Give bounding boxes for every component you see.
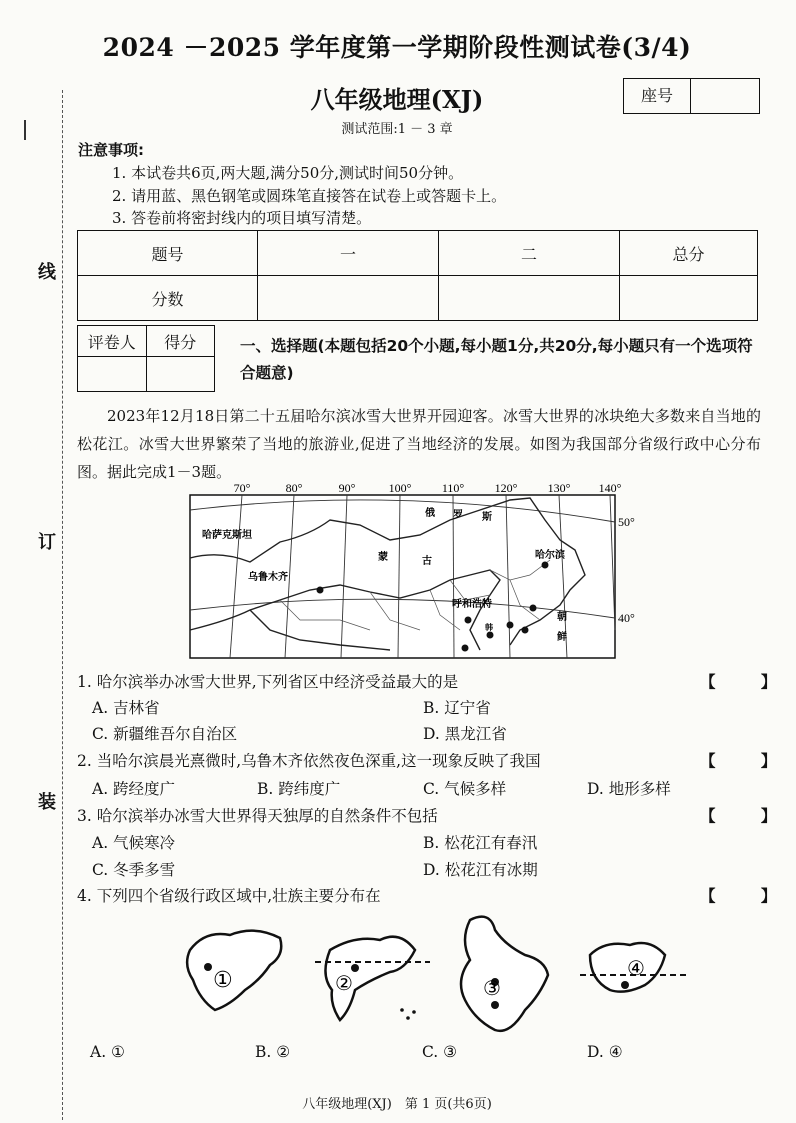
seat-input[interactable] [691, 79, 759, 113]
section-heading: 一、选择题(本题包括20个小题,每小题1分,共20分,每小题只有一个选项符合题意) [240, 337, 753, 382]
notes-heading: 注意事项: [78, 141, 144, 159]
q3-option-c[interactable]: C. 冬季多雪 [92, 861, 176, 879]
lon-label: 110° [441, 481, 465, 495]
note-item: 1. 本试卷共6页,两大题,满分50分,测试时间50分钟。 [112, 164, 464, 182]
q2-option-d[interactable]: D. 地形多样 [587, 780, 671, 798]
intro-passage: 2023年12月18日第二十五届哈尔滨冰雪大世界开园迎客。冰雪大世界的冰块绝大多数来自当地的松花江。冰雪大世界繁荣了当地的旅游业,促进了当地经济的发展。如图为我国部分省级行政中心分布图。据此完成1－3题。 [77, 407, 761, 481]
q4-option-c[interactable]: C. ③ [422, 1043, 458, 1061]
lon-label: 120° [494, 481, 518, 495]
exam-title: 2024 －2025 学年度第一学期阶段性测试卷(3/4) [102, 33, 692, 62]
place-label: 鲜 [557, 632, 567, 643]
question-4-stem: 4. 下列四个省级行政区域中,壮族主要分布在 [77, 887, 381, 905]
score-cell-part1: 一 [258, 231, 439, 276]
points-input[interactable] [146, 357, 215, 392]
place-label: 呼和浩特 [452, 599, 492, 610]
answer-bracket-1[interactable]: 【 】 [700, 672, 796, 691]
question-3-stem: 3. 哈尔滨举办冰雪大世界得天独厚的自然条件不包括 [77, 807, 438, 825]
binding-char-xian: 线 [38, 262, 56, 283]
score-input-total[interactable] [620, 276, 758, 321]
q1-option-a[interactable]: A. 吉林省 [92, 699, 160, 717]
lat-label: 50° [618, 515, 635, 529]
score-cell-label: 题号 [78, 231, 258, 276]
q3-option-b[interactable]: B. 松花江有春汛 [423, 834, 538, 852]
shape-mark: ① [213, 968, 233, 993]
city-dot [462, 645, 469, 652]
place-label: 哈尔滨 [535, 550, 565, 561]
place-label: 古 [422, 556, 432, 567]
map-svg [190, 480, 635, 660]
score-cell-total: 总分 [620, 231, 758, 276]
test-range: 测试范围:1 － 3 章 [341, 122, 453, 137]
place-label: 朝 [557, 612, 567, 623]
city-dot [487, 632, 494, 639]
question-1-stem: 1. 哈尔滨举办冰雪大世界,下列省区中经济受益最大的是 [77, 673, 459, 691]
q4-option-a[interactable]: A. ① [90, 1043, 125, 1061]
lon-label: 80° [285, 481, 303, 495]
place-label: 斯 [482, 512, 492, 523]
score-row-label: 分数 [78, 276, 258, 321]
q1-option-c[interactable]: C. 新疆维吾尔自治区 [92, 725, 238, 743]
grader-table [77, 325, 215, 392]
lon-label: 70° [233, 481, 251, 495]
city-dot [465, 617, 472, 624]
score-table-header-row [78, 231, 758, 276]
q1-option-d[interactable]: D. 黑龙江省 [423, 725, 507, 743]
answer-bracket-3[interactable]: 【 】 [700, 806, 796, 825]
province-shape-4 [575, 910, 695, 1040]
city-dot [317, 587, 324, 594]
note-item: 2. 请用蓝、黑色钢笔或圆珠笔直接答在试卷上或答题卡上。 [112, 187, 507, 205]
place-label: 哈萨克斯坦 [202, 530, 252, 541]
score-input-part1[interactable] [258, 276, 439, 321]
binding-char-zhuang: 装 [38, 792, 56, 813]
q4-option-d[interactable]: D. ④ [587, 1043, 623, 1061]
note-item: 3. 答卷前将密封线内的项目填写清楚。 [112, 209, 372, 227]
score-table [77, 230, 758, 321]
q2-option-b[interactable]: B. 跨纬度广 [257, 780, 341, 798]
page-footer: 八年级地理(XJ) 第 1 页(共6页) [302, 1097, 492, 1112]
binding-line [62, 90, 63, 1120]
answer-bracket-2[interactable]: 【 】 [700, 751, 796, 770]
score-table-value-row [78, 276, 758, 321]
score-input-part2[interactable] [439, 276, 620, 321]
lat-label: 40° [618, 611, 635, 625]
points-label: 得分 [146, 326, 215, 357]
place-label: 蒙 [378, 552, 388, 563]
latitude-labels [618, 515, 635, 625]
answer-bracket-4[interactable]: 【 】 [700, 886, 796, 905]
lon-label: 140° [598, 481, 622, 495]
place-label: 罗 [453, 510, 463, 521]
q2-option-c[interactable]: C. 气候多样 [423, 780, 507, 798]
province-capital-map [190, 480, 635, 660]
q3-option-d[interactable]: D. 松花江有冰期 [423, 861, 538, 879]
binding-char-ding: 订 [38, 532, 56, 553]
q1-option-b[interactable]: B. 辽宁省 [423, 699, 491, 717]
lon-label: 100° [388, 481, 412, 495]
province-shape-1 [175, 910, 295, 1040]
shape-mark: ② [335, 971, 353, 995]
exam-subject: 八年级地理(XJ) [310, 85, 484, 114]
city-dot [507, 622, 514, 629]
place-label: 韩 [485, 623, 493, 632]
q2-option-a[interactable]: A. 跨经度广 [92, 780, 176, 798]
lon-label: 90° [338, 481, 356, 495]
score-cell-part2: 二 [439, 231, 620, 276]
grader-input[interactable] [78, 357, 147, 392]
q4-option-b[interactable]: B. ② [255, 1043, 291, 1061]
place-label: 俄 [425, 508, 435, 519]
province-shape-3 [450, 910, 570, 1040]
province-shape-2 [310, 910, 430, 1040]
binding-tick [24, 120, 26, 140]
city-dot [522, 627, 529, 634]
city-dot [530, 605, 537, 612]
question-2-stem: 2. 当哈尔滨晨光熹微时,乌鲁木齐依然夜色深重,这一现象反映了我国 [77, 752, 541, 770]
city-dot [542, 562, 549, 569]
longitude-labels [234, 481, 622, 495]
q3-option-a[interactable]: A. 气候寒冷 [92, 834, 176, 852]
place-label: 乌鲁木齐 [248, 572, 288, 583]
seat-label: 座号 [624, 79, 691, 113]
lon-label: 130° [547, 481, 571, 495]
grader-label: 评卷人 [78, 326, 147, 357]
seat-number-box[interactable] [623, 78, 760, 114]
shape-mark: ④ [627, 956, 645, 980]
shape-mark: ③ [483, 976, 501, 1000]
